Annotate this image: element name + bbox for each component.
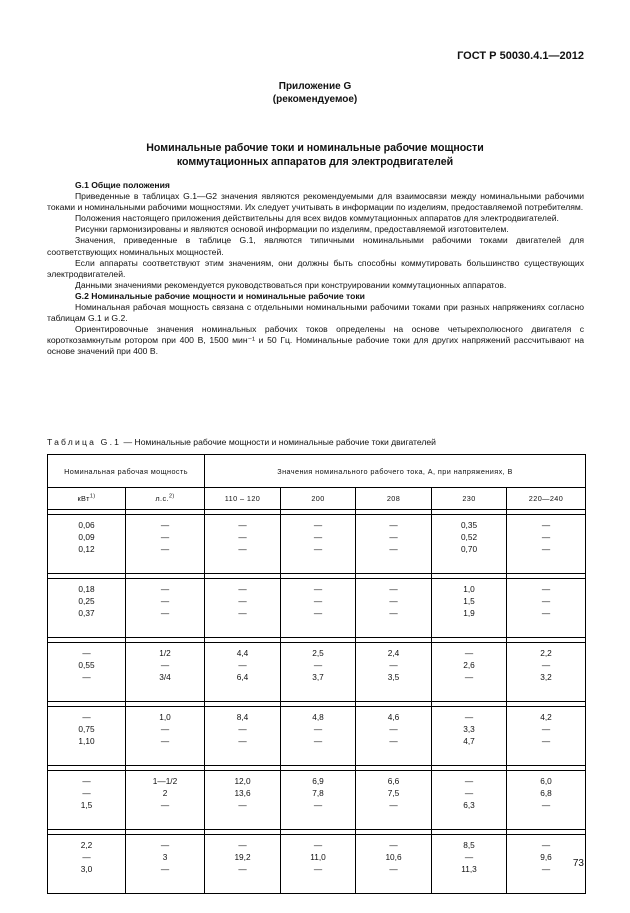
cell-value: 0,12	[78, 544, 95, 554]
table-cell	[48, 579, 126, 638]
cell-value: —	[389, 608, 398, 618]
table-row-group	[48, 515, 586, 574]
cell-value: —	[82, 852, 91, 862]
cell-value: —	[82, 788, 91, 798]
header-hp: л.с.$^{2)}$	[126, 488, 205, 510]
header-rated-power: Номинальная рабочая мощность	[48, 455, 205, 488]
cell-value: 3,7	[312, 672, 324, 682]
cell-value: —	[541, 584, 551, 594]
table-row-group	[48, 707, 586, 766]
cell-value: —	[313, 864, 323, 874]
cell-value: —	[541, 800, 551, 810]
cell-value: 3,5	[387, 672, 400, 682]
cell-value: 1,10	[78, 736, 95, 746]
table-cell	[281, 835, 356, 894]
header-rated-current: Значения номинального рабочего тока, А, при напряжениях, В	[205, 455, 586, 488]
header-voltage: 230	[432, 488, 507, 510]
cell-value: 0,35	[460, 520, 478, 530]
table-caption-label: Таблица G.1	[47, 437, 122, 447]
cell-value: —	[238, 724, 247, 734]
cell-value: 6,6	[387, 776, 400, 786]
cell-value: —	[389, 724, 398, 734]
cell-value: 1,0	[463, 584, 475, 594]
cell-value: —	[160, 724, 170, 734]
cell-value: —	[541, 608, 551, 618]
table-cell	[126, 515, 205, 574]
cell-value: —	[238, 584, 247, 594]
cell-value: 7,8	[312, 788, 324, 798]
cell-value: —	[238, 608, 247, 618]
section-heading: G.2 Номинальные рабочие мощности и номинальные рабочие токи	[75, 290, 365, 301]
cell-value: —	[313, 660, 323, 670]
table-row-group	[48, 835, 586, 894]
cell-value: 6,3	[463, 800, 475, 810]
paragraph: Номинальная рабочая мощность связана с отдельными номинальными рабочими токами при разных напряжениях согласно таблицам G.1 и G.2.	[47, 302, 584, 324]
main-title-line-2: коммутационных аппаратов для электродвигателей	[176, 156, 454, 168]
cell-value: 0,52	[460, 532, 478, 542]
table-cell	[48, 515, 126, 574]
cell-value: —	[389, 520, 398, 530]
cell-value: —	[160, 736, 170, 746]
cell-value: —	[389, 736, 398, 746]
cell-value: 3,2	[540, 672, 552, 682]
header-voltage: 220—240	[507, 488, 586, 510]
table-row-group	[48, 579, 586, 638]
cell-value: 2	[162, 788, 168, 798]
cell-value: —	[238, 840, 247, 850]
cell-value: —	[541, 660, 551, 670]
cell-value: 3	[162, 852, 168, 862]
cell-value: —	[160, 608, 170, 618]
table-cell	[356, 707, 432, 766]
cell-value: —	[313, 596, 323, 606]
table-cell	[356, 579, 432, 638]
table-cell	[205, 643, 281, 702]
paragraph: Положения настоящего приложения действительны для всех видов коммутационных аппаратов для электродвигателей.	[75, 213, 559, 224]
header-voltage: 110 – 120	[205, 488, 281, 510]
cell-value: —	[541, 544, 551, 554]
table-cell	[432, 771, 507, 830]
cell-value: 0,25	[78, 596, 95, 606]
cell-value: —	[313, 736, 323, 746]
cell-value: 3,0	[80, 864, 93, 874]
cell-value: —	[313, 584, 323, 594]
table-caption	[47, 437, 436, 447]
table-cell	[281, 579, 356, 638]
table-cell	[205, 579, 281, 638]
cell-value: —	[238, 736, 247, 746]
cell-value: —	[238, 520, 247, 530]
cell-value: —	[389, 544, 398, 554]
cell-value: 12,0	[234, 776, 251, 786]
table-cell	[507, 579, 586, 638]
cell-value: 3,3	[463, 724, 475, 734]
table-cell	[48, 643, 126, 702]
cell-value: 11,3	[461, 864, 477, 874]
paragraph: Рисунки гармонизированы и являются основой информации по изделиям, предоставляемой изготовителем.	[75, 224, 509, 235]
main-title	[40, 141, 590, 169]
cell-value: 1—1/2	[152, 776, 178, 786]
cell-value: 1,0	[159, 712, 171, 722]
table-cell	[126, 579, 205, 638]
main-title-line-1: Номинальные рабочие токи и номинальные рабочие мощности	[146, 142, 484, 154]
table-cell	[432, 707, 507, 766]
cell-value: 0,18	[78, 584, 95, 594]
cell-value: —	[160, 660, 170, 670]
cell-value: 6,4	[236, 672, 249, 682]
cell-value: —	[82, 712, 91, 722]
cell-value: 1,5	[463, 596, 475, 606]
cell-value: —	[313, 724, 323, 734]
power-current-table	[47, 454, 586, 894]
table-cell	[507, 515, 586, 574]
table-cell	[205, 707, 281, 766]
cell-value: 2,5	[312, 648, 324, 658]
cell-value: —	[541, 596, 551, 606]
header-kw: кВт$^{1)}$	[48, 488, 126, 510]
table-cell	[48, 707, 126, 766]
cell-value: 2,2	[540, 648, 552, 658]
cell-value: —	[464, 712, 474, 722]
cell-value: 11,0	[310, 852, 326, 862]
cell-value: 8,4	[236, 712, 249, 722]
cell-value: 4,2	[540, 712, 552, 722]
page-number: 73	[572, 858, 584, 869]
standard-code: ГОСТ Р 50030.4.1—2012	[457, 50, 584, 62]
table-row-group	[48, 643, 586, 702]
table-cell	[432, 835, 507, 894]
table-cell	[281, 643, 356, 702]
cell-value: —	[541, 736, 551, 746]
cell-value: 7,5	[387, 788, 400, 798]
table-cell	[432, 579, 507, 638]
cell-value: —	[160, 864, 170, 874]
table-cell	[507, 707, 586, 766]
cell-value: —	[464, 852, 474, 862]
cell-value: 2,4	[387, 648, 400, 658]
cell-value: —	[389, 584, 398, 594]
cell-value: —	[541, 840, 551, 850]
cell-value: —	[464, 776, 474, 786]
cell-value: —	[464, 672, 474, 682]
cell-value: —	[160, 584, 170, 594]
cell-value: —	[82, 776, 91, 786]
cell-value: 0,09	[78, 532, 95, 542]
cell-value: —	[389, 532, 398, 542]
table-cell	[356, 643, 432, 702]
cell-value: —	[389, 840, 398, 850]
body-text	[47, 180, 584, 358]
cell-value: —	[160, 840, 170, 850]
cell-value: —	[464, 788, 474, 798]
cell-value: —	[160, 520, 170, 530]
appendix-heading	[0, 80, 630, 106]
table-cell	[507, 643, 586, 702]
cell-value: —	[238, 660, 247, 670]
appendix-title: Приложение G	[278, 81, 352, 92]
table-cell	[48, 771, 126, 830]
cell-value: —	[160, 532, 170, 542]
cell-value: —	[313, 840, 323, 850]
paragraph: Данными значениями рекомендуется руководствоваться при конструировании коммутационных аппаратов.	[75, 279, 507, 290]
cell-value: 19,2	[234, 852, 251, 862]
cell-value: —	[464, 648, 474, 658]
cell-value: 2,2	[80, 840, 93, 850]
table-cell	[432, 643, 507, 702]
cell-value: 0,37	[78, 608, 95, 618]
cell-value: 4,6	[387, 712, 400, 722]
table-cell	[48, 835, 126, 894]
cell-value: —	[541, 520, 551, 530]
table-cell	[126, 643, 205, 702]
cell-value: —	[313, 608, 323, 618]
cell-value: 1,5	[80, 800, 93, 810]
cell-value: 1,9	[463, 608, 475, 618]
table-cell	[356, 771, 432, 830]
cell-value: —	[160, 596, 170, 606]
cell-value: —	[160, 800, 170, 810]
header-voltage: 208	[356, 488, 432, 510]
table-cell	[126, 771, 205, 830]
paragraph: Если аппараты соответствуют этим значениям, они должны быть способны коммутировать большинство существующих электродвигателей.	[47, 257, 584, 279]
cell-value: —	[82, 648, 91, 658]
cell-value: —	[238, 800, 247, 810]
cell-value: 13,6	[234, 788, 251, 798]
cell-value: 10,6	[385, 852, 402, 862]
table-cell	[205, 835, 281, 894]
cell-value: 4,4	[236, 648, 249, 658]
cell-value: —	[160, 544, 170, 554]
table-cell	[205, 771, 281, 830]
cell-value: 9,6	[540, 852, 552, 862]
table-cell	[356, 515, 432, 574]
table-cell	[281, 515, 356, 574]
cell-value: —	[389, 596, 398, 606]
cell-value: 6,0	[540, 776, 552, 786]
table-cell	[126, 707, 205, 766]
table-row-group	[48, 771, 586, 830]
table-cell	[205, 515, 281, 574]
cell-value: 6,8	[540, 788, 552, 798]
table-cell	[356, 835, 432, 894]
paragraph: Ориентировочные значения номинальных рабочих токов определены на основе четырехполюсного двигателя с короткозамкнутым ротором при 400 В, 1500 мин⁻¹ и 50 Гц. Номинальные рабочие токи для других напряжений рассчитывают на основе значений при 400 В.	[47, 324, 584, 357]
table-cell	[507, 771, 586, 830]
header-voltage: 200	[281, 488, 356, 510]
cell-value: —	[389, 660, 398, 670]
cell-value: —	[313, 532, 323, 542]
cell-value: —	[541, 864, 551, 874]
cell-value: 3/4	[159, 672, 171, 682]
cell-value: 1/2	[159, 648, 171, 658]
cell-value: —	[238, 864, 247, 874]
appendix-subtitle: (рекомендуемое)	[272, 94, 358, 105]
cell-value: —	[238, 532, 247, 542]
cell-value: —	[82, 672, 91, 682]
cell-value: 6,9	[312, 776, 324, 786]
cell-value: 2,6	[463, 660, 475, 670]
cell-value: —	[313, 520, 323, 530]
paragraph: Приведенные в таблицах G.1—G2 значения являются рекомендуемыми для взаимосвязи между номинальными рабочими токами и номинальными рабочими мощностями. Их следует учитывать в информации по изделиям, предоставляемой потребителям.	[47, 191, 584, 213]
cell-value: —	[389, 864, 398, 874]
table-caption-text: — Номинальные рабочие мощности и номинальные рабочие токи двигателей	[121, 437, 436, 447]
table-cell	[281, 771, 356, 830]
cell-value: 4,7	[463, 736, 475, 746]
cell-value: 4,8	[312, 712, 324, 722]
cell-value: —	[238, 596, 247, 606]
cell-value: 8,5	[463, 840, 475, 850]
table-cell	[281, 707, 356, 766]
table-cell	[432, 515, 507, 574]
cell-value: —	[541, 532, 551, 542]
cell-value: —	[389, 800, 398, 810]
cell-value: 0,75	[78, 724, 95, 734]
cell-value: 0,55	[78, 660, 95, 670]
cell-value: —	[313, 544, 323, 554]
cell-value: —	[238, 544, 247, 554]
cell-value: —	[541, 724, 551, 734]
cell-value: —	[313, 800, 323, 810]
table-cell	[126, 835, 205, 894]
section-heading: G.1 Общие положения	[75, 180, 170, 190]
cell-value: 0,06	[78, 520, 95, 530]
cell-value: 0,70	[460, 544, 478, 554]
paragraph: Значения, приведенные в таблице G.1, являются типичными номинальными рабочими токами двигателей для соответствующих номинальных мощностей.	[47, 235, 584, 257]
